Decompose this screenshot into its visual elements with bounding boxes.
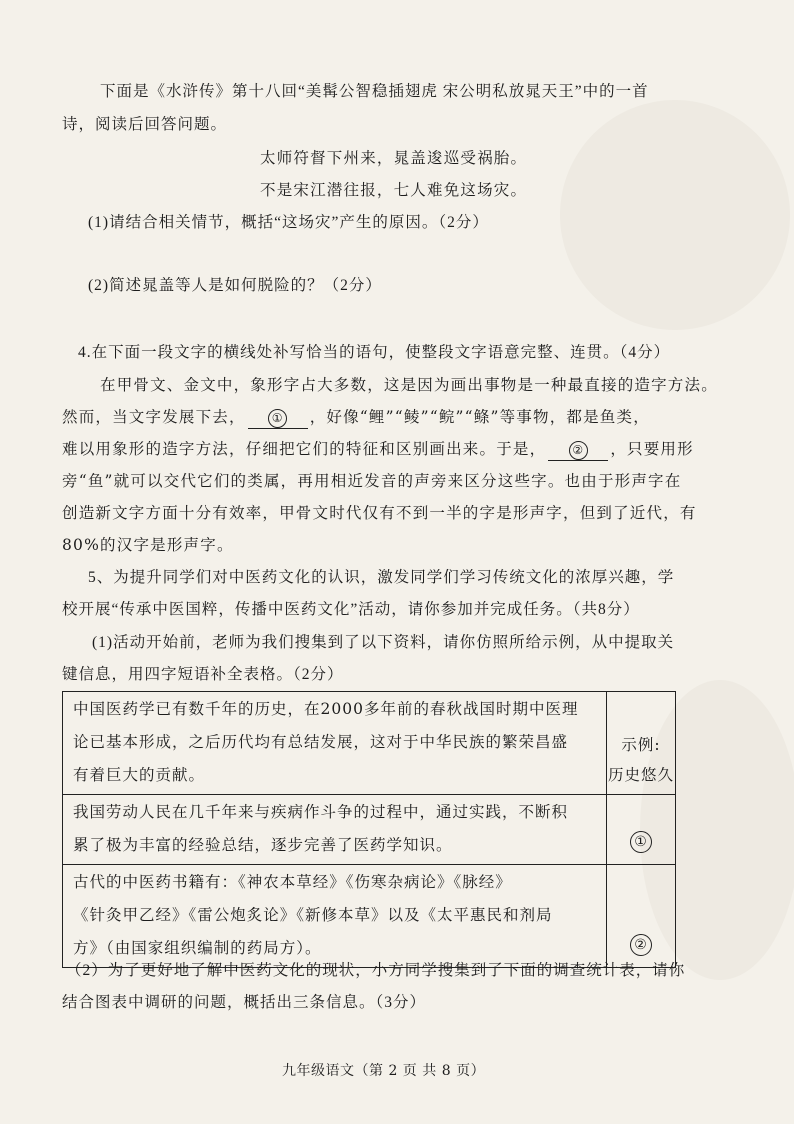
q5-part-1-line-1: (1)活动开始前，老师为我们搜集到了以下资料，请你仿照所给示例，从中提取关 <box>92 634 675 651</box>
q4-text: ，只要用形 <box>610 440 694 458</box>
answer-number-2: ② <box>630 934 652 956</box>
table-text-line: 我国劳动人民在几千年来与疾病作斗争的过程中，通过实践，不断积 <box>73 803 569 821</box>
blank-number-2: ② <box>569 441 588 460</box>
question-3-part-2: (2)简述晁盖等人是如何脱险的？（2分） <box>88 277 382 294</box>
q5-part-2-line-2: 结合图表中调研的问题，概括出三条信息。（3分） <box>62 994 427 1011</box>
table-text-line: 方》（由国家组织编制的药局方）。 <box>73 939 322 957</box>
table-text-line: 有着巨大的贡献。 <box>73 766 206 784</box>
poem-line-1: 太师符督下州来，晁盖逡巡受祸胎。 <box>260 149 528 167</box>
q4-text: 难以用象形的造字方法，仔细把它们的特征和区别画出来。于是， <box>62 440 547 458</box>
table-row <box>63 795 676 865</box>
table-row <box>63 865 676 968</box>
answer-blank-1[interactable] <box>248 408 308 429</box>
q4-paragraph-line-5: 创造新文字方面十分有效率，甲骨文时代仅有不到一半的字是形声字，但到了近代，有 <box>62 504 697 522</box>
q4-text: ，好像“鲤”“鲮”“鲩”“鲦”等事物，都是鱼类， <box>309 408 650 426</box>
table-text-cell <box>63 865 607 968</box>
q5-part-2-line-1: （2）为了更好地了解中医药文化的现状，小方同学搜集到了下面的调查统计表，请你 <box>66 962 686 979</box>
table-text-line: 《针灸甲乙经》《雷公炮炙论》《新修本草》以及《太平惠民和剂局 <box>73 906 553 924</box>
blank-number-1: ① <box>268 409 287 428</box>
q4-paragraph-line-3 <box>62 439 694 461</box>
page-footer: 九年级语文（第 2 页 共 8 页） <box>282 1063 486 1079</box>
answer-number-1: ① <box>630 831 652 853</box>
answer-blank-2[interactable] <box>548 440 608 461</box>
example-answer: 历史悠久 <box>607 766 674 784</box>
paper-stain <box>560 100 790 330</box>
question-4-title: 4.在下面一段文字的横线处补写恰当的语句，使整段文字语意完整、连贯。（4分） <box>78 344 671 361</box>
table-text-cell <box>63 795 607 865</box>
intro-line-1: 下面是《水浒传》第十八回“美髯公智稳插翅虎 宋公明私放晁天王”中的一首 <box>100 83 649 100</box>
q4-paragraph-line-1: 在甲骨文、金文中，象形字占大多数，这是因为画出事物是一种最直接的造字方法。 <box>100 376 718 394</box>
table-key-cell <box>607 692 676 795</box>
poem-line-2: 不是宋江潜往报，七人难免这场灾。 <box>260 181 528 199</box>
q4-paragraph-line-4: 旁“鱼”就可以交代它们的类属，再用相近发音的声旁来区分这些字。也由于形声字在 <box>62 472 682 490</box>
question-5-title-line-2: 校开展“传承中医国粹，传播中医药文化”活动，请你参加并完成任务。（共8分） <box>62 601 640 618</box>
question-5-title-line-1: 5、为提升同学们对中医药文化的认识，激发同学们学习传统文化的浓厚兴趣，学 <box>88 569 675 586</box>
table-text-line: 古代的中医药书籍有：《神农本草经》《伤寒杂病论》《脉经》 <box>73 873 512 891</box>
table-text-cell <box>63 692 607 795</box>
q4-paragraph-line-6: 80%的汉字是形声字。 <box>62 536 234 554</box>
answer-cell-1[interactable] <box>607 795 676 865</box>
table-row <box>63 692 676 795</box>
example-label: 示例: <box>621 736 661 754</box>
answer-cell-2[interactable] <box>607 865 676 968</box>
table-text-line: 中国医药学已有数千年的历史，在2000多年前的春秋战国时期中医理 <box>73 700 579 718</box>
q4-text: 然而，当文字发展下去， <box>62 408 246 426</box>
table-text-line: 累了极为丰富的经验总结，逐步完善了医药学知识。 <box>73 836 453 854</box>
q4-paragraph-line-2 <box>62 407 650 429</box>
table-text-line: 论已基本形成，之后历代均有总结发展，这对于中华民族的繁荣昌盛 <box>73 733 569 751</box>
q5-part-1-line-2: 键信息，用四字短语补全表格。（2分） <box>62 666 344 683</box>
info-table <box>62 691 676 968</box>
question-3-part-1: (1)请结合相关情节，概括“这场灾”产生的原因。（2分） <box>88 214 489 231</box>
intro-line-2: 诗，阅读后回答问题。 <box>62 116 228 133</box>
